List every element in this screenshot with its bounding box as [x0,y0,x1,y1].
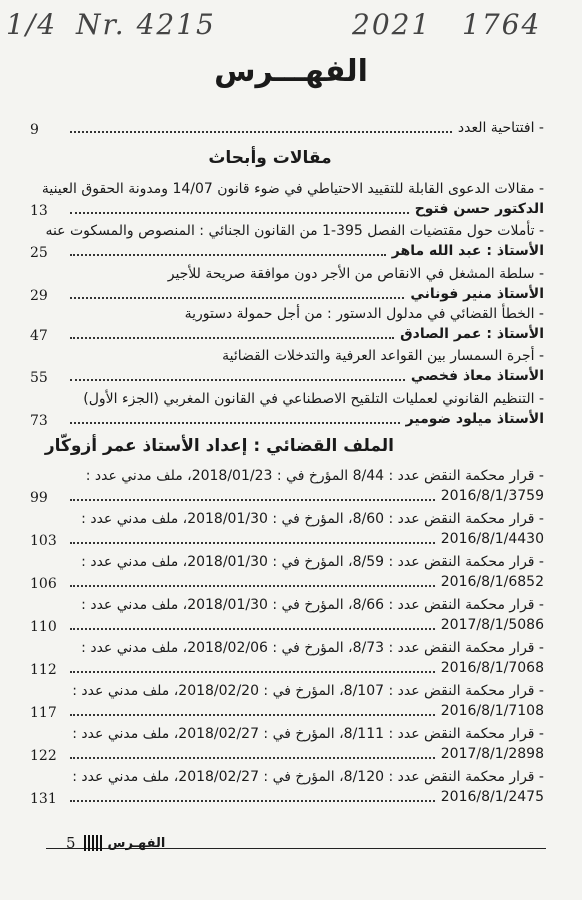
dot-leader [70,337,394,339]
dot-leader [70,422,400,424]
entry-title: - قرار محكمة النقض عدد : 8/111، المؤرخ في : 2018/02/27، ملف مدني عدد : [72,726,544,742]
entry-author: الأستاذ منير فوناني [410,286,544,302]
page-number: 117 [30,705,57,721]
entry-author: الأستاذ : عبد الله ماهر [391,243,544,259]
entry-title: - تأملات حول مقتضيات الفصل 395-1 من القانون الجنائي : المنصوص والمسكوت عنه [45,223,544,239]
page-number: 99 [30,490,48,506]
page-number: 55 [30,370,48,386]
toc-entry [30,552,544,592]
page-number: 110 [30,619,57,635]
toc-entry [30,118,544,138]
page-number: 73 [30,413,48,429]
file-number: 2016/8/1/4430 [440,531,544,547]
dot-leader [70,297,404,299]
dot-leader [70,628,435,630]
file-number: 2016/8/1/6852 [440,574,544,590]
page-number: 103 [30,533,57,549]
entry-title: - قرار محكمة النقض عدد : 8/60، المؤرخ في : 2018/01/30، ملف مدني عدد : [81,511,544,527]
toc-entry [30,221,544,261]
dot-leader [70,379,405,381]
toc-entry [30,638,544,678]
dot-leader [70,254,386,256]
page-number: 106 [30,576,57,592]
toc-entry [30,509,544,549]
dot-leader [70,671,435,673]
file-number: 2016/8/1/7108 [440,703,544,719]
entry-title: - الخطأ القضائي في مدلول الدستور : من أجل حمولة دستورية [184,306,544,322]
page-number: 131 [30,791,57,807]
section-heading: مقالات وأبحاث [208,148,332,168]
barcode-icon [84,835,102,851]
file-number: 2017/8/1/5086 [440,617,544,633]
toc-entry [30,389,544,429]
toc-entry [30,346,544,386]
page-number: 122 [30,748,57,764]
handwritten-note: Nr. 4215 [76,8,216,41]
dot-leader [70,800,435,802]
dot-leader [70,757,435,759]
entry-title: - افتتاحية العدد [457,120,544,136]
entry-title: - قرار محكمة النقض عدد : 8/107، المؤرخ في : 2018/02/20، ملف مدني عدد : [72,683,544,699]
entry-title: - أجرة السمسار بين القواعد العرفية والتدخلات القضائية [222,348,544,364]
page-number: 25 [30,245,48,261]
page-footer [66,834,165,852]
entry-title: - مقالات الدعوى القابلة للتقييد الاحتياطي في ضوء قانون 14/07 ومدونة الحقوق العينية [41,181,544,197]
entry-author: الدكتور حسن فتوح [414,201,544,217]
file-number: 2016/8/1/2475 [440,789,544,805]
page-title: الفهـــرس [214,54,368,89]
section-heading: الملف القضائي : إعداد الأستاذ عمر أزوكّار [44,436,394,456]
page-number: 13 [30,203,48,219]
file-number: 2016/8/1/3759 [440,488,544,504]
toc-entry [30,595,544,635]
page-number: 9 [30,122,39,138]
page-number: 29 [30,288,48,304]
dot-leader [70,131,452,133]
entry-author: الأستاذ : عمر الصادق [400,326,544,342]
entry-title: - قرار محكمة النقض عدد : 8/59، المؤرخ في : 2018/01/30، ملف مدني عدد : [81,554,544,570]
page-number: 47 [30,328,48,344]
entry-title: - قرار محكمة النقض عدد : 8/66، المؤرخ في : 2018/01/30، ملف مدني عدد : [81,597,544,613]
dot-leader [70,585,435,587]
entry-title: - قرار محكمة النقض عدد : 8/73، المؤرخ في : 2018/02/06، ملف مدني عدد : [81,640,544,656]
toc-entry [30,264,544,304]
handwritten-note: 1/4 [6,8,58,41]
handwritten-note: 1764 [462,8,542,41]
file-number: 2017/8/1/2898 [440,746,544,762]
entry-title: - التنظيم القانوني لعمليات التلقيح الاصطناعي في القانون المغربي (الجزء الأول) [83,391,544,407]
entry-author: الأستاذ ميلود ضومير [405,411,544,427]
footer-label: الفهـرس [107,835,166,851]
entry-author: الأستاذ معاذ فخصي [410,368,544,384]
entry-title: - قرار محكمة النقض عدد : 8/120، المؤرخ في : 2018/02/27، ملف مدني عدد : [72,769,544,785]
dot-leader [70,714,435,716]
file-number: 2016/8/1/7068 [440,660,544,676]
toc-entry [30,179,544,219]
toc-entry [30,724,544,764]
dot-leader [70,499,435,501]
dot-leader [70,542,435,544]
toc-entry [30,767,544,807]
toc-entry [30,304,544,344]
entry-title: - قرار محكمة النقض عدد : 8/44 المؤرخ في : 2018/01/23، ملف مدني عدد : [85,468,544,484]
entry-title: - سلطة المشغل في الانقاص من الأجر دون موافقة صريحة للأجير [167,266,544,282]
footer-page-number: 5 [66,834,76,852]
toc-entry [30,681,544,721]
page-number: 112 [30,662,57,678]
toc-entry [30,466,544,506]
dot-leader [70,212,409,214]
handwritten-note: 2021 [352,8,432,41]
